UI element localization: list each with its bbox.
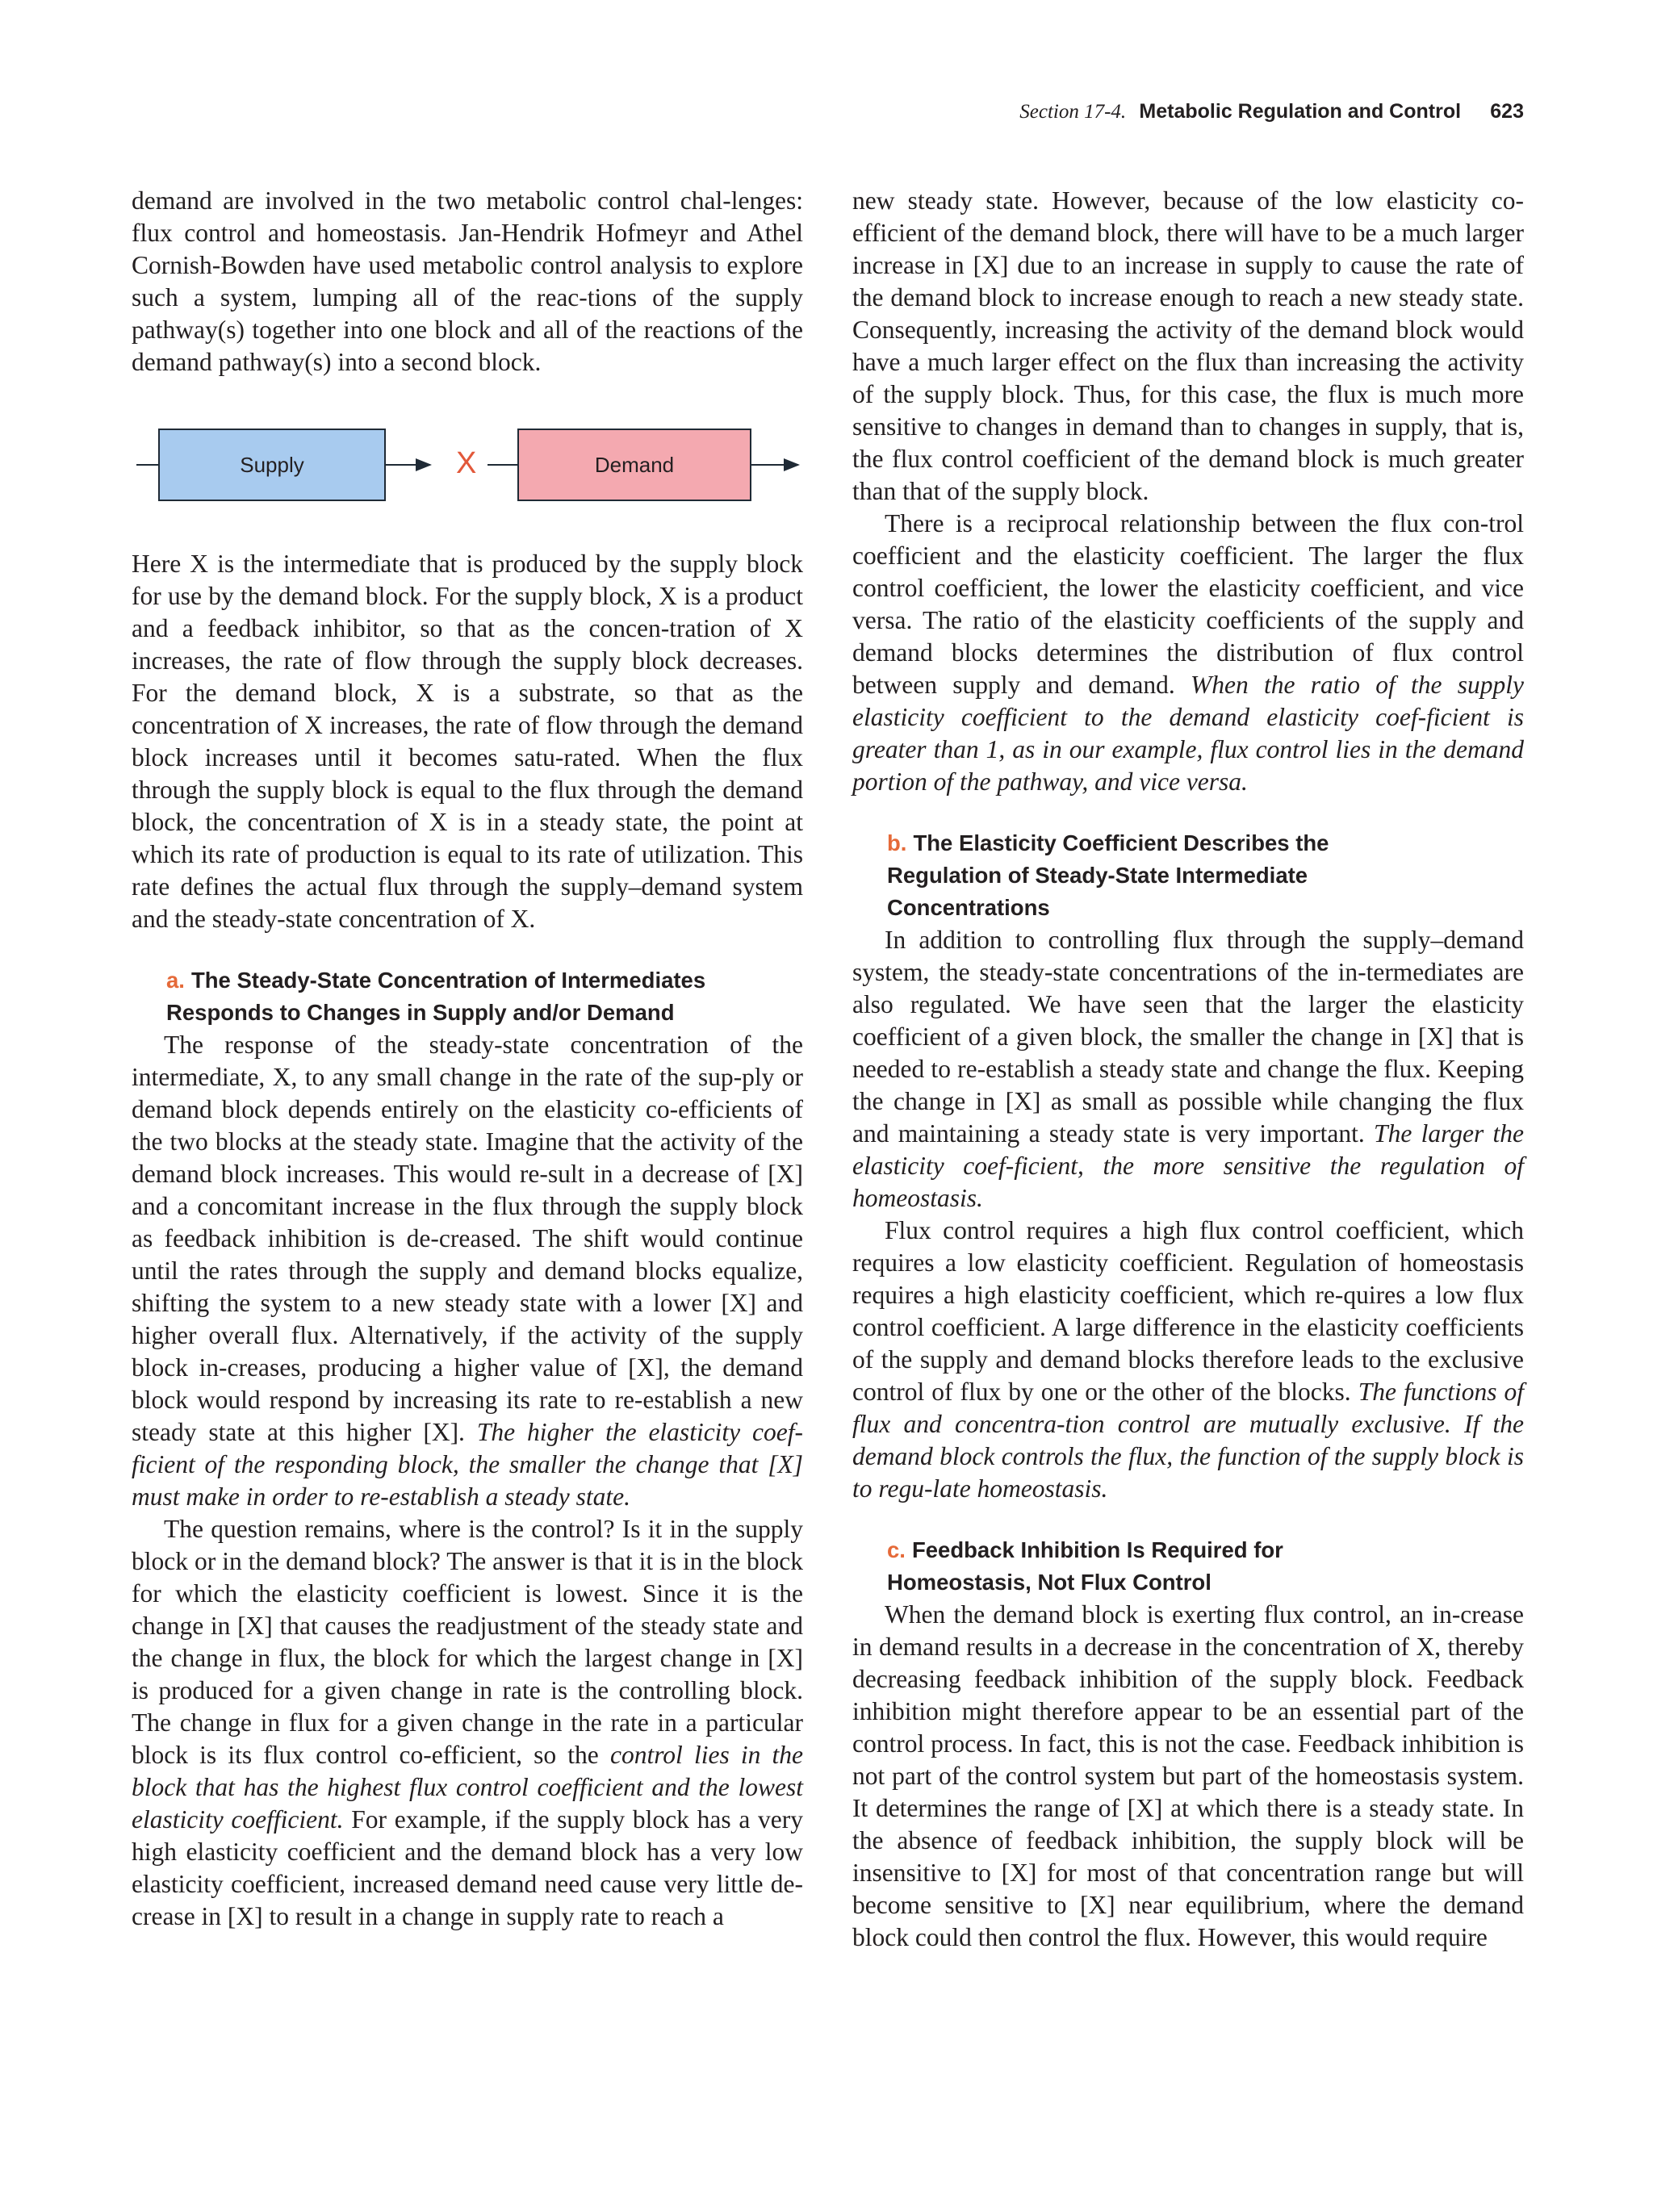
heading-b (852, 827, 1524, 924)
left-paragraph-4 (132, 1513, 803, 1933)
heading-b-line-2: Regulation of Steady-State Intermediate (887, 863, 1308, 888)
demand-block: Demand (517, 429, 751, 501)
supply-demand-diagram (132, 399, 803, 512)
right-column (852, 185, 1524, 1954)
right-paragraph-2 (852, 508, 1524, 798)
left-paragraph-4-text-2: For example, if the supply block has a very high elasticity coefficient and the demand block has a very low elasticity coefficient, increased demand need cause very little de-crease in [X] to result in a change in supply rate to reach a (132, 1805, 803, 1930)
heading-a-letter: a. (166, 968, 185, 993)
section-number: Section 17-4. (1019, 101, 1127, 123)
section-title: Metabolic Regulation and Control (1139, 100, 1462, 123)
right-paragraph-3 (852, 924, 1524, 1215)
heading-c-line-1: Feedback Inhibition Is Required for (911, 1537, 1283, 1562)
heading-a-line-1: The Steady-State Concentration of Intermediates (190, 968, 706, 993)
page-number: 623 (1490, 100, 1524, 123)
left-column (132, 185, 803, 1933)
heading-c-line-2: Homeostasis, Not Flux Control (887, 1570, 1212, 1595)
heading-b-line-1: The Elasticity Coefficient Describes the (913, 830, 1329, 855)
right-paragraph-3-italic: The larger the elasticity coef-ficient, the more sensitive the regulation of homeostasis. (852, 1119, 1525, 1212)
running-header (1019, 100, 1524, 123)
heading-c-letter: c. (887, 1537, 906, 1562)
right-paragraph-3-text: In addition to controlling flux through the supply–demand system, the steady-state concentrations of the in-termediates are also regulated. We have seen that the larger the elasticity coefficient of a given block, the smaller the change in [X] that is needed to re-establish a steady state and change the flux. Keeping the change in [X] as small as possible while changing the flux and maintaining a steady state is very important. (852, 926, 1524, 1148)
left-paragraph-2: Here X is the intermediate that is produced by the supply block for use by the demand block. For the supply block, X is a product and a feedback inhibitor, so that as the concen-tration of X increases, the rate of flow through the supply block decreases. For the demand block, X is a substrate, so that as the concentration of X increases, the rate of flow through the demand block increases until it becomes satu-rated. When the flux through the supply block is equal to the flux through the demand block, the concentration of X is in a steady state, the point at which its rate of production is equal to its rate of utilization. This rate defines the actual flux through the supply–demand system and the steady-state concentration of X. (132, 550, 803, 933)
left-paragraph-3 (132, 1029, 803, 1513)
right-paragraph-2-italic: When the ratio of the supply elasticity coefficient to the demand elasticity coef-ficient is greater than 1, as in our example, flux control lies in the demand portion of the pathway, and vice versa. (852, 671, 1524, 796)
right-paragraph-1: new steady state. However, because of the low elasticity co-efficient of the demand block, there will have to be a much larger increase in [X] due to an increase in supply to cause the rate of the demand block to increase enough to reach a new steady state. Consequently, increasing the activity of the demand block would have a much larger effect on the flux than increasing the activity of the supply block. Thus, for this case, the flux is much more sensitive to changes in demand than to changes in supply, that is, the flux control coefficient of the demand block is much greater than that of the supply block. (852, 186, 1524, 505)
heading-b-letter: b. (887, 830, 907, 855)
left-paragraph-4-text-1: The question remains, where is the control? Is it in the supply block or in the demand block? The answer is that it is in the block for which the elasticity coefficient is lowest. Since it is the change in [X] that causes the readjustment of the steady state and the change in flux, the block for which the largest change in [X] is produced for a given change in rate is the controlling block. The change in flux for a given change in the rate in a particular block is its flux control co-efficient, so the (132, 1515, 803, 1769)
right-paragraph-4-italic: The functions of flux and concentra-tion control are mutually exclusive. If the demand block controls the flux, the function of the supply block is to regu-late homeostasis. (852, 1378, 1525, 1503)
right-paragraph-4-text: Flux control requires a high flux control coefficient, which requires a low elasticity coefficient. Regulation of homeostasis requires a high elasticity coefficient, which re-quires a low flux control coefficient. A large difference in the elasticity coefficients of the supply and demand blocks therefore leads to the exclusive control of flux by one or the other of the blocks. (852, 1216, 1524, 1406)
heading-c (852, 1534, 1524, 1599)
heading-b-line-3: Concentrations (887, 895, 1050, 920)
left-paragraph-4-italic: control lies in the block that has the highest flux control coefficient and the lowest elasticity coefficient. (132, 1741, 804, 1834)
supply-block: Supply (158, 429, 386, 501)
left-paragraph-3-italic: The higher the elasticity coef-ficient of the responding block, the smaller the change that [X] must make in order to re-establish a steady state. (132, 1418, 803, 1511)
heading-a (132, 964, 803, 1029)
right-paragraph-2-text: There is a reciprocal relationship between the flux con-trol coefficient and the elasticity coefficient. The larger the flux control coefficient, the lower the elasticity coefficient, and vice versa. The ratio of the elasticity coefficients of the supply and demand blocks determines the distribution of flux control between supply and demand. (852, 509, 1524, 699)
left-paragraph-1: demand are involved in the two metabolic control chal-lenges: flux control and homeostasis. Jan-Hendrik Hofmeyr and Athel Cornish-Bowden have used metabolic control analysis to explore such a system, lumping all of the reac-tions of the supply pathway(s) together into one block and all of the reactions of the demand pathway(s) into a second block. (132, 186, 803, 376)
heading-a-line-2: Responds to Changes in Supply and/or Demand (166, 1000, 675, 1025)
intermediate-x-label: X (456, 446, 477, 480)
right-paragraph-5: When the demand block is exerting flux control, an in-crease in demand results in a decrease in the concentration of X, thereby decreasing feedback inhibition of the supply block. Feedback inhibition might therefore appear to be an essential part of the control process. In fact, this is not the case. Feedback inhibition is not part of the control system but part of the homeostasis system. It determines the range of [X] at which there is a steady state. In the absence of feedback inhibition, the supply block will be insensitive to [X] for most of that concentration range but will become sensitive to [X] near equilibrium, where the demand block could then control the flux. However, this would require (852, 1600, 1524, 1951)
left-paragraph-3-text: The response of the steady-state concentration of the intermediate, X, to any small change in the rate of the sup-ply or demand block depends entirely on the elasticity co-efficients of the two blocks at the steady state. Imagine that the activity of the demand block increases. This would re-sult in a decrease of [X] and a concomitant increase in the flux through the supply block as feedback inhibition is de-creased. The shift would continue until the rates through the supply and demand blocks equalize, shifting the system to a new steady state with a lower [X] and higher overall flux. Alternatively, if the activity of the supply block in-creases, producing a higher value of [X], the demand block would respond by increasing its rate to re-establish a new steady state at this higher [X]. (132, 1031, 803, 1446)
right-paragraph-4 (852, 1215, 1524, 1505)
